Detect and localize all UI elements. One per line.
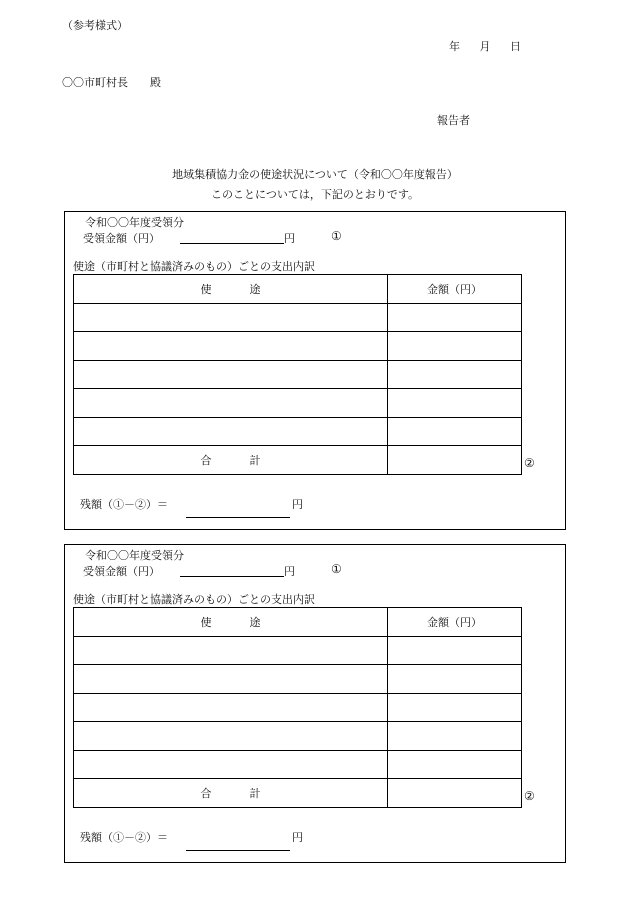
total-amount-cell[interactable] [388, 446, 522, 475]
table-row [74, 389, 522, 418]
received-amount-label: 受領金額（円） [83, 232, 160, 245]
usage-cell[interactable] [74, 332, 388, 361]
balance-label: 残額（①－②）＝ [80, 831, 168, 844]
breakdown-label: 使途（市町村と協議済みのもの）ごとの支出内訳 [73, 593, 315, 606]
column-header-amount: 金額（円） [388, 275, 522, 304]
total-label-cell: 合 計 [74, 446, 388, 475]
usage-cell[interactable] [74, 303, 388, 332]
usage-cell[interactable] [74, 389, 388, 418]
total-amount-cell[interactable] [388, 779, 522, 808]
amount-cell[interactable] [388, 417, 522, 446]
table-row [74, 417, 522, 446]
marker-1: ① [331, 229, 342, 243]
table-row [74, 722, 522, 751]
received-amount-label: 受領金額（円） [83, 565, 160, 578]
date-day: 日 [510, 40, 521, 53]
date-year: 年 [449, 40, 460, 53]
column-header-usage: 使 途 [74, 608, 388, 637]
amount-cell[interactable] [388, 722, 522, 751]
amount-cell[interactable] [388, 389, 522, 418]
breakdown-label: 使途（市町村と協議済みのもの）ごとの支出内訳 [73, 260, 315, 273]
amount-cell[interactable] [388, 665, 522, 694]
table-row [74, 360, 522, 389]
date-line [449, 38, 521, 54]
usage-cell[interactable] [74, 665, 388, 694]
total-row [74, 779, 522, 808]
marker-2: ② [524, 456, 535, 470]
balance-label: 残額（①－②）＝ [80, 498, 168, 511]
usage-cell[interactable] [74, 722, 388, 751]
amount-cell[interactable] [388, 750, 522, 779]
marker-2: ② [524, 789, 535, 803]
amount-cell[interactable] [388, 332, 522, 361]
breakdown-table [73, 607, 522, 808]
table-row [74, 303, 522, 332]
usage-cell[interactable] [74, 693, 388, 722]
column-header-amount: 金額（円） [388, 608, 522, 637]
usage-cell[interactable] [74, 636, 388, 665]
received-yen-unit: 円 [284, 232, 295, 245]
received-amount-field [180, 576, 284, 577]
addressee: 〇〇市町村長 殿 [62, 76, 161, 89]
report-section-1 [64, 211, 566, 530]
report-title: 地域集積協力金の使途状況について（令和〇〇年度報告） [172, 168, 458, 181]
amount-cell[interactable] [388, 303, 522, 332]
balance-yen-unit: 円 [292, 498, 303, 511]
table-row [74, 750, 522, 779]
balance-yen-unit: 円 [292, 831, 303, 844]
table-row [74, 332, 522, 361]
total-row [74, 446, 522, 475]
section-year-line: 令和〇〇年度受領分 [85, 549, 184, 562]
usage-cell[interactable] [74, 417, 388, 446]
balance-field [186, 850, 290, 851]
table-row [74, 665, 522, 694]
total-label-cell: 合 計 [74, 779, 388, 808]
table-row [74, 636, 522, 665]
report-section-2 [64, 544, 566, 863]
usage-cell[interactable] [74, 360, 388, 389]
report-subtitle: このことについては，下記のとおりです。 [211, 188, 419, 201]
usage-cell[interactable] [74, 750, 388, 779]
section-year-line: 令和〇〇年度受領分 [85, 216, 184, 229]
received-yen-unit: 円 [284, 565, 295, 578]
form-label: （参考様式） [62, 19, 128, 32]
balance-field [186, 517, 290, 518]
table-row [74, 693, 522, 722]
table-header-row [74, 608, 522, 637]
table-header-row [74, 275, 522, 304]
amount-cell[interactable] [388, 636, 522, 665]
date-month: 月 [479, 40, 491, 53]
received-amount-field [180, 243, 284, 244]
column-header-usage: 使 途 [74, 275, 388, 304]
breakdown-table [73, 274, 522, 475]
amount-cell[interactable] [388, 693, 522, 722]
amount-cell[interactable] [388, 360, 522, 389]
marker-1: ① [331, 562, 342, 576]
reporter-label: 報告者 [437, 114, 470, 127]
